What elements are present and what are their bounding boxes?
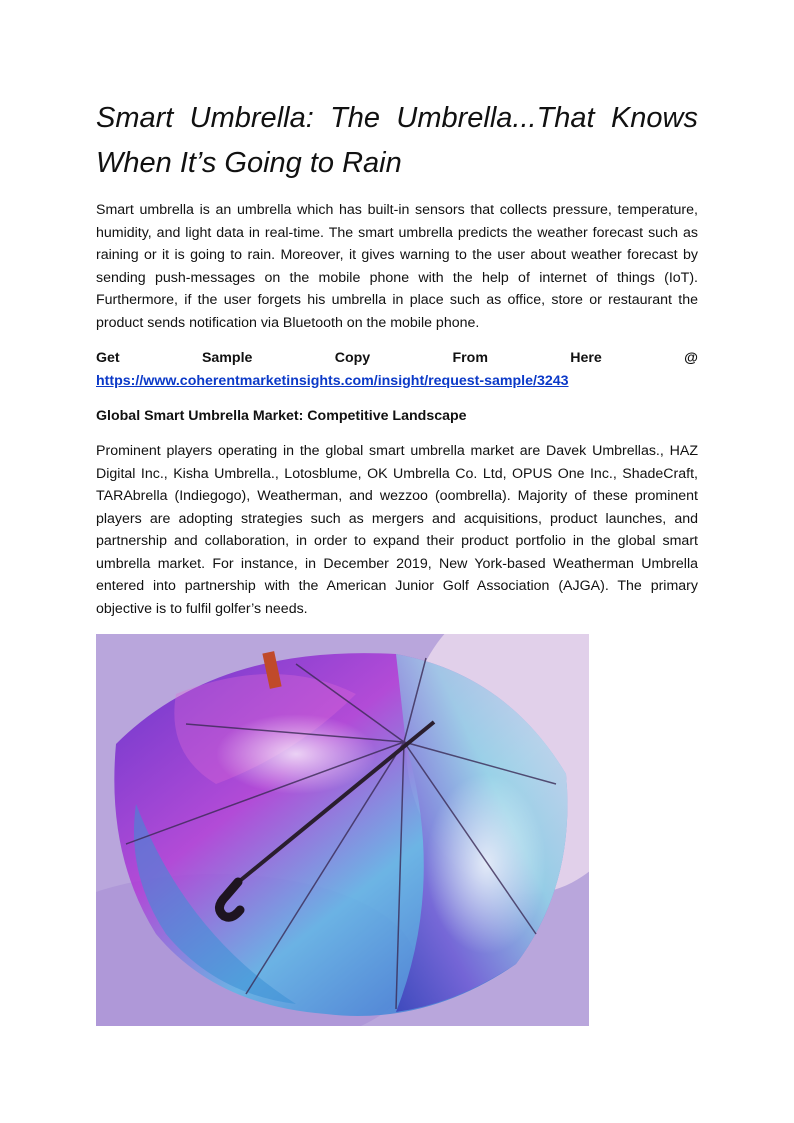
sample-word: Copy xyxy=(334,350,371,366)
sample-word: @ xyxy=(684,350,698,366)
page-title: Smart Umbrella: The Umbrella...That Knows When It’s Going to Rain xyxy=(96,102,698,179)
sample-word: Sample xyxy=(201,350,253,366)
sample-word: Get xyxy=(96,350,120,366)
sample-link[interactable]: https://www.coherentmarketinsights.com/insight/request-sample/3243 xyxy=(96,372,569,389)
sample-word: Here xyxy=(570,350,602,366)
section-heading: Global Smart Umbrella Market: Competitive Landscape xyxy=(96,408,467,424)
iridescent-umbrella-icon xyxy=(96,634,589,1026)
sample-request xyxy=(96,347,698,392)
intro-paragraph: Smart umbrella is an umbrella which has built-in sensors that collects pressure, temperature, humidity, and light data in real-time. The smart umbrella predicts the weather forecast such as raining or it is going to rain. Moreover, it gives warning to the user about weather forecast by sending push-messages on the mobile phone with the help of internet of things (IoT). Furthermore, if the user forgets his umbrella in place such as office, store or restaurant the product sends notification via Bluetooth on the mobile phone. xyxy=(96,202,698,331)
umbrella-photo xyxy=(96,634,589,1026)
landscape-paragraph: Prominent players operating in the global smart umbrella market are Davek Umbrellas., HAZ Digital Inc., Kisha Umbrella., Lotosblume, OK Umbrella Co. Ltd, OPUS One Inc., ShadeCraft, TARAbrella (Indiegogo), Weatherman, and wezzoo (oombrella). Majority of these prominent players are adopting strategies such as mergers and acquisitions, product launches, and partnership and collaboration, in order to expand their product portfolio in the global smart umbrella market. For instance, in December 2019, New York-based Weatherman Umbrella entered into partnership with the American Junior Golf Association (AJGA). The primary objective is to fulfil golfer’s needs. xyxy=(96,443,698,617)
sample-word: From xyxy=(452,350,488,366)
sample-words xyxy=(96,347,698,370)
